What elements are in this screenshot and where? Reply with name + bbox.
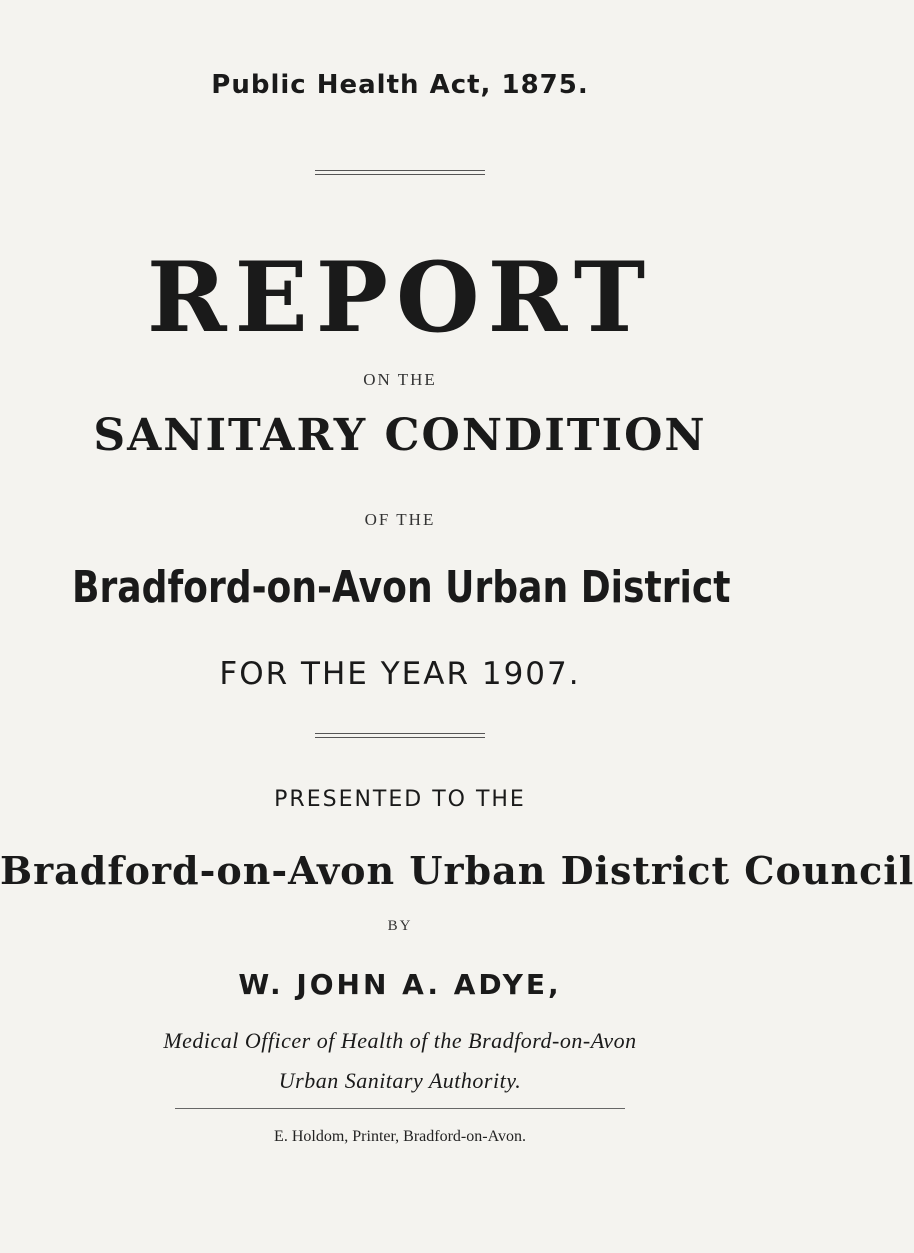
- author-role-line1: Medical Officer of Health of the Bradford-on-Avon: [163, 1028, 637, 1053]
- top-divider: [315, 170, 485, 175]
- subject-heading: SANITARY CONDITION: [93, 410, 707, 461]
- middle-divider: [315, 733, 485, 738]
- act-heading: Public Health Act, 1875.: [211, 70, 589, 100]
- author-role-line2: Urban Sanitary Authority.: [278, 1068, 522, 1093]
- printer-imprint: E. Holdom, Printer, Bradford-on-Avon.: [274, 1128, 526, 1145]
- author-name: W. JOHN A. ADYE,: [238, 968, 562, 1001]
- district-heading: Bradford-on-Avon Urban District: [72, 562, 731, 613]
- presented-to-label: PRESENTED TO THE: [274, 787, 526, 812]
- on-the-label: ON THE: [363, 370, 437, 389]
- report-title: REPORT: [146, 241, 654, 354]
- year-heading: FOR THE YEAR 1907.: [219, 656, 581, 692]
- of-the-label: OF THE: [364, 510, 436, 529]
- council-name: Bradford-on-Avon Urban District Council: [0, 848, 914, 893]
- footer-divider: [175, 1108, 625, 1109]
- by-label: BY: [387, 918, 413, 934]
